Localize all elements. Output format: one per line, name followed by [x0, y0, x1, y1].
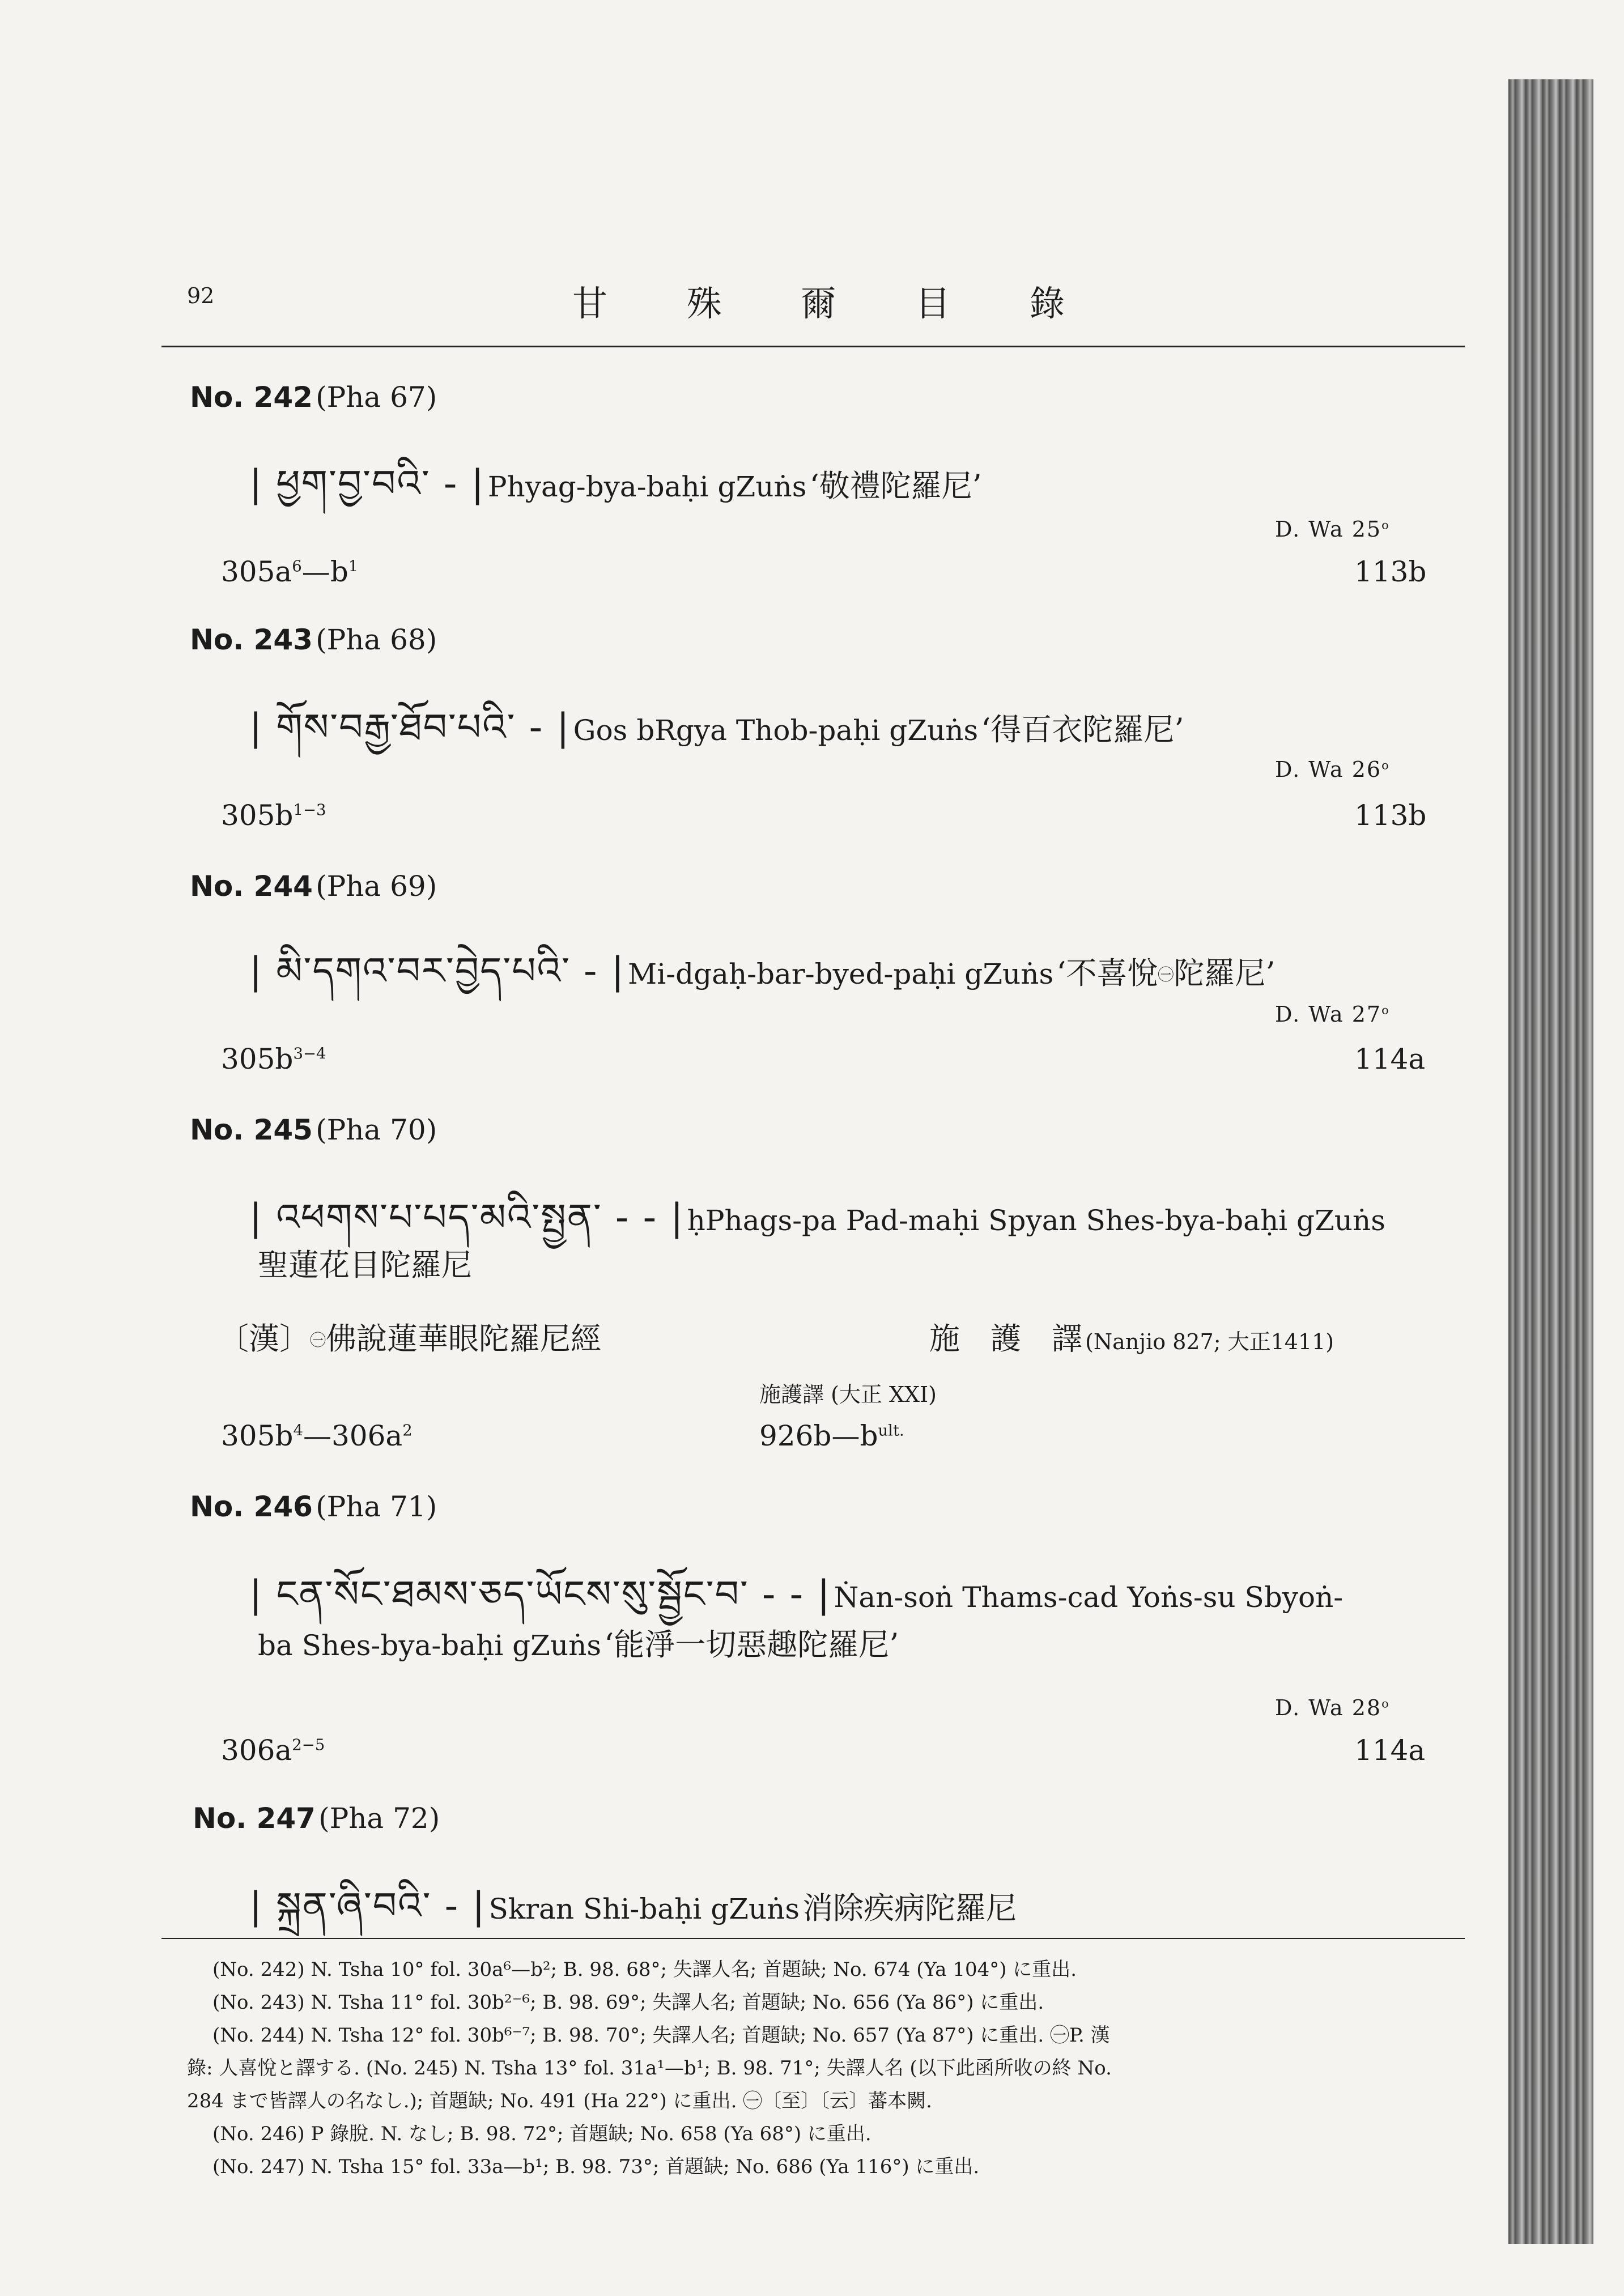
folio-line: 3−4: [293, 1044, 326, 1063]
entry-246-folio: [221, 1734, 325, 1767]
folio-start: 305b: [221, 1043, 294, 1075]
footnote-242: (No. 242) N. Tsha 10° fol. 30a⁶—b²; B. 98. 68°; 失譯人名; 首題缺; No. 674 (Ya 104°) に重出.: [212, 1958, 1077, 1981]
footnote-244-cont: 錄: 人喜悅と譯する. (No. 245) N. Tsha 13° fol. 31a¹—b¹; B. 98. 71°; 失譯人名 (以下此函所收の終 No.: [187, 2057, 1112, 2080]
folio-line: 2−5: [292, 1736, 325, 1754]
footnote-244: (No. 244) N. Tsha 12° fol. 30b⁶⁻⁷; B. 98. 70°; 失譯人名; 首題缺; No. 657 (Ya 87°) に重出. ㊀P. 漢: [212, 2024, 1110, 2047]
folio-end-line: 2: [402, 1421, 413, 1440]
entry-242-heading: [190, 381, 437, 414]
tibetan-title: | ཕྱག་བྱ་བའི་ - |: [249, 462, 485, 505]
chinese-title: ‘能淨一切惡趣陀羅尼’: [604, 1627, 899, 1663]
chinese-title: ‘不喜悅: [1056, 955, 1158, 991]
chinese-title: ‘敬禮陀羅尼’: [809, 468, 982, 504]
folio-line: 6: [292, 557, 302, 576]
tibetan-title: | ངན་སོང་ཐམས་ཅད་ཡོངས་སུ་སྦྱོང་བ་ - - |: [249, 1572, 831, 1616]
footnote-rule: [161, 1938, 1465, 1939]
entry-244-folio: [221, 1043, 326, 1075]
derge-ref: D. Wa 27: [1275, 1002, 1382, 1027]
entry-number: No. 245: [190, 1113, 313, 1146]
romanized-title: Ṅan-soṅ Thams-cad Yoṅs-su Sbyoṅ-: [834, 1581, 1344, 1614]
folio-start: 306a: [221, 1734, 292, 1767]
translator: 施 護 譯: [929, 1321, 1082, 1357]
entry-244-derge-ref: D. Wa 27$^o$: [1275, 1002, 1390, 1027]
entry-245-translator-note: 施護譯 (大正 XXI): [759, 1382, 937, 1407]
header-rule: [161, 346, 1465, 347]
entry-246-heading: [190, 1490, 437, 1523]
pha-number: (Pha 67): [316, 381, 437, 414]
footnote-marker: ㊀: [1158, 965, 1174, 984]
entry-246-page-ref: 114a: [1354, 1734, 1426, 1767]
entry-number: No. 244: [190, 870, 313, 903]
folio-end: —b: [301, 555, 348, 588]
chinese-title: ‘得百衣陀羅尼’: [981, 712, 1184, 747]
footnote-245-cont: 284 まで皆譯人の名なし.); 首題缺; No. 491 (Ha 22°) に重出. ㊀〔至〕〔云〕蕃本闕.: [187, 2090, 932, 2112]
footnote-247: (No. 247) N. Tsha 15° fol. 33a—b¹; B. 98. 73°; 首題缺; No. 686 (Ya 116°) に重出.: [212, 2155, 980, 2178]
tibetan-title: | མི་དགའ་བར་བྱེད་པའི་ - |: [249, 949, 625, 993]
book-binding-edge: [1508, 79, 1593, 2244]
footnote-marker: ㊀: [310, 1330, 326, 1350]
folio-start: 305b: [221, 1419, 294, 1452]
page-number: 92: [187, 283, 215, 308]
romanized-title: Gos bRgya Thob-paḥi gZuṅs: [573, 714, 979, 747]
running-title: 甘 殊 爾 目 錄: [572, 283, 1099, 324]
entry-243-heading: [190, 623, 437, 656]
tibetan-title: | འཕགས་པ་པད་མའི་སྤྱན་ - - |: [249, 1196, 685, 1239]
derge-ref: D. Wa 28: [1275, 1695, 1382, 1720]
entry-number: No. 247: [193, 1802, 316, 1835]
tibetan-title: | སྐྲན་ཞི་བའི་ - |: [249, 1884, 486, 1928]
entry-244-page-ref: 114a: [1354, 1043, 1426, 1075]
folio-start: 305b: [221, 799, 294, 832]
footnote-246: (No. 246) P 錄脫. N. なし; B. 98. 72°; 首題缺; No. 658 (Ya 68°) に重出.: [212, 2123, 871, 2145]
pha-number: (Pha 71): [316, 1490, 437, 1523]
folio-end: —306a: [303, 1419, 403, 1452]
entry-number: No. 246: [190, 1490, 313, 1523]
entry-243-derge-ref: D. Wa 26$^o$: [1275, 757, 1390, 782]
entry-242-derge-ref: D. Wa 25$^o$: [1275, 517, 1390, 542]
entry-242-title-line: [249, 442, 982, 547]
pha-number: (Pha 72): [318, 1802, 440, 1835]
entry-243-title-line: [249, 686, 1184, 791]
romanized-title: Skran Shi-baḥi gZuṅs: [488, 1893, 800, 1925]
translator-ref: (Nanjio 827; 大正1411): [1085, 1329, 1334, 1354]
folio-line: 1−3: [293, 801, 326, 819]
pha-number: (Pha 69): [316, 870, 437, 903]
entry-246-derge-ref: D. Wa 28$^o$: [1275, 1695, 1390, 1720]
romanized-title: Phyag-bya-baḥi gZuṅs: [487, 470, 807, 503]
entry-244-heading: [190, 870, 437, 903]
folio-line: 4: [293, 1421, 303, 1440]
pha-number: (Pha 70): [316, 1113, 437, 1146]
entry-number: No. 243: [190, 623, 313, 656]
derge-ref: D. Wa 26: [1275, 757, 1382, 782]
folio-end-line: 1: [348, 557, 359, 576]
entry-242-page-ref: 113b: [1354, 555, 1427, 588]
entry-245-heading: [190, 1113, 437, 1146]
pha-number: (Pha 68): [316, 623, 437, 656]
chinese-title: 消除疾病陀羅尼: [802, 1890, 1017, 1926]
romanized-title: ḥPhags-pa Pad-maḥi Spyan Shes-bya-baḥi gZuṅs: [687, 1204, 1385, 1237]
han-title: 佛說蓮華眼陀羅尼經: [326, 1321, 602, 1357]
entry-245-folio: [221, 1419, 413, 1452]
entry-242-folio: [221, 555, 358, 588]
chinese-title-rest: 陀羅尼’: [1174, 955, 1276, 991]
entry-243-page-ref: 113b: [1354, 799, 1427, 832]
entry-245-chinese-title: 聖蓮花目陀羅尼: [258, 1247, 472, 1283]
derge-ref: D. Wa 25: [1275, 517, 1382, 542]
han-label: 〔漢〕: [218, 1321, 310, 1357]
taisho-range: 926b—b: [759, 1419, 878, 1452]
folio-start: 305a: [221, 555, 292, 588]
entry-245-translator-line: [929, 1315, 1334, 1358]
footnote-243: (No. 243) N. Tsha 11° fol. 30b²⁻⁶; B. 98. 69°; 失譯人名; 首題缺; No. 656 (Ya 86°) に重出.: [212, 1991, 1044, 2014]
entry-246-title-line2: [258, 1621, 899, 1664]
entry-247-heading: [193, 1802, 440, 1835]
romanized-title-cont: ba Shes-bya-baḥi gZuṅs: [258, 1629, 601, 1662]
entry-245-taisho-pages: [759, 1419, 904, 1452]
entry-244-title-line: [249, 929, 1276, 1035]
tibetan-title: | གོས་བརྒྱ་ཐོབ་པའི་ - |: [249, 705, 571, 749]
entry-243-folio: [221, 799, 326, 832]
entry-245-han-line: [218, 1315, 601, 1358]
taisho-sup: ult.: [878, 1421, 904, 1440]
entry-number: No. 242: [190, 381, 313, 414]
romanized-title: Mi-dgaḥ-bar-byed-paḥi gZuṅs: [628, 958, 1054, 990]
